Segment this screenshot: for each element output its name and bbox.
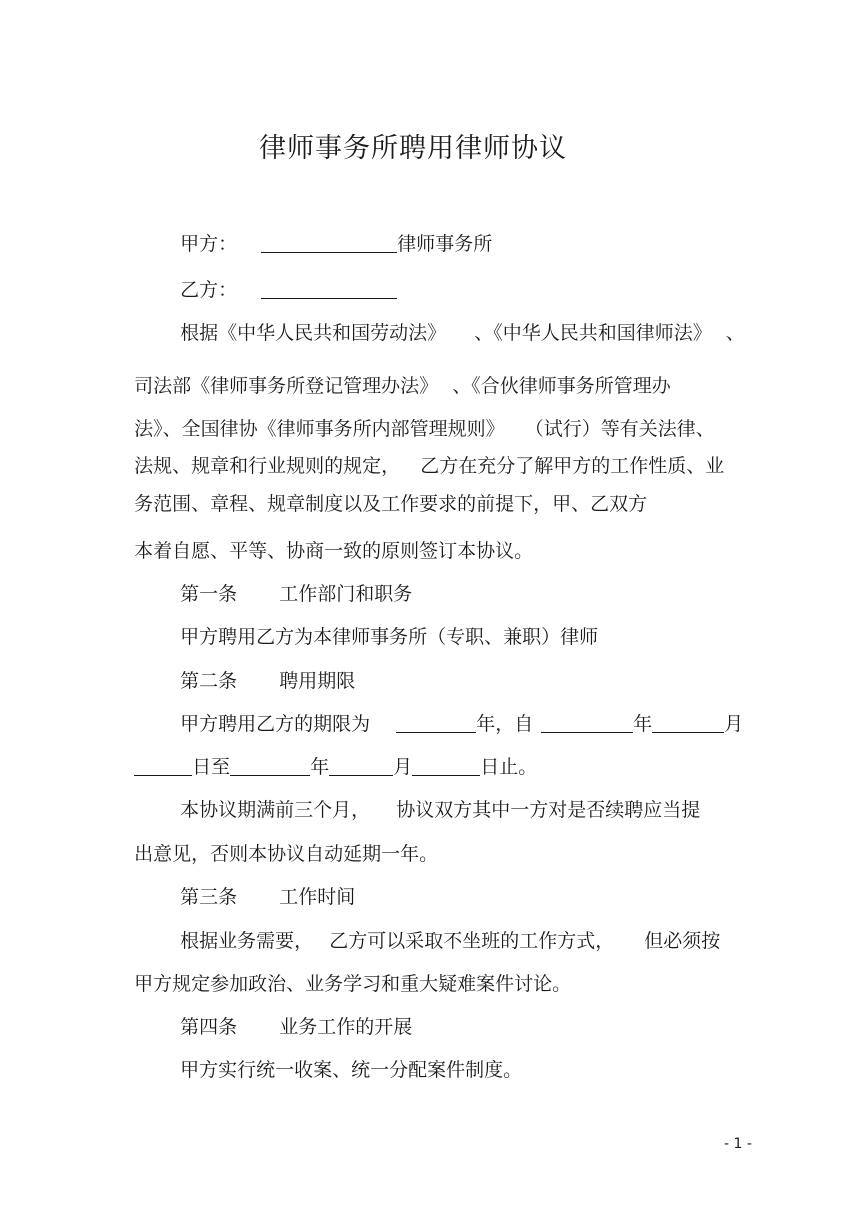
article-2-date-line: 日至 年 月 日止。 (110, 728, 537, 806)
article-2-renewal-line-1: 本协议期满前三个月， 协议双方其中一方对是否续聘应当提 (180, 799, 701, 821)
article-4-text: 甲方实行统一收案、统一分配案件制度。 (180, 1059, 523, 1081)
article-2-heading: 第二条 聘用期限 (180, 670, 356, 692)
article-3-text-line-2: 甲方规定参加政治、业务学习和重大疑难案件讨论。 (134, 973, 572, 995)
party-a-suffix: 律师事务所 (397, 233, 493, 255)
article-4-heading: 第四条 业务工作的开展 (180, 1016, 413, 1038)
start-month-blank (652, 712, 724, 733)
party-a-label: 甲方： (180, 233, 238, 255)
article-1-heading: 第一条 工作部门和职务 (180, 583, 413, 605)
party-a-blank (261, 232, 397, 253)
article-1-text: 甲方聘用乙方为本律师事务所（专职、兼职）律师 (180, 626, 599, 648)
preamble-line-3: 法》、全国律协《律师事务所内部管理规则》 （试行）等有关法律、 (134, 418, 715, 440)
document-title: 律师事务所聘用律师协议 (259, 133, 567, 164)
article-3-text-line-1: 根据业务需要， 乙方可以采取不坐班的工作方式， 但必须按 (180, 930, 721, 952)
start-year-blank (541, 712, 633, 733)
preamble-line-1: 根据《中华人民共和国劳动法》 、《中华人民共和国律师法》 、 (180, 322, 745, 344)
article-3-heading: 第三条 工作时间 (180, 886, 356, 908)
page-number: - 1 - (724, 1136, 752, 1152)
article-2-renewal-line-2: 出意见，否则本协议自动延期一年。 (134, 843, 439, 865)
preamble-line-5: 务范围、章程、规章制度以及工作要求的前提下，甲、乙双方 (134, 493, 648, 515)
preamble-line-2: 司法部《律师事务所登记管理办法》 、《合伙律师事务所管理办 (134, 375, 671, 397)
article-2-term-line: 甲方聘用乙方的期限为 年，自 年 月 (180, 713, 744, 735)
party-b-label: 乙方： (180, 279, 238, 301)
preamble-line-4: 法规、规章和行业规则的规定， 乙方在充分了解甲方的工作性质、业 (134, 455, 725, 477)
preamble-line-6: 本着自愿、平等、协商一致的原则签订本协议。 (134, 540, 534, 562)
